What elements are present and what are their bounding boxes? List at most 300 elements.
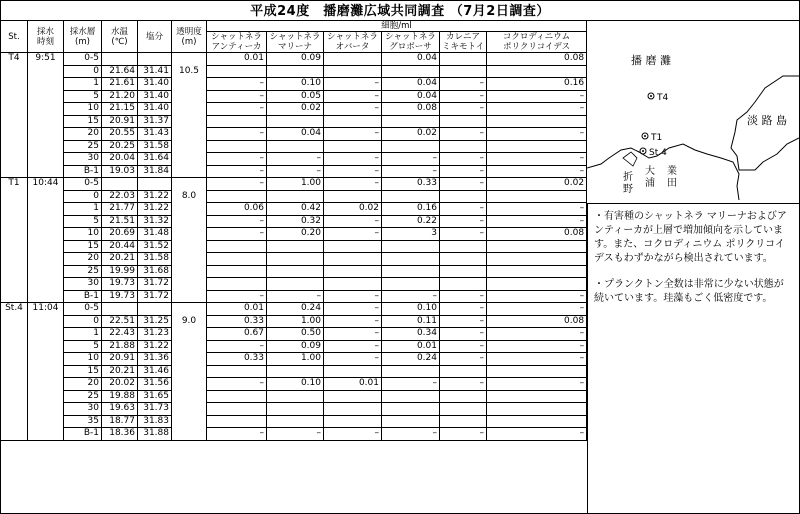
cell-count: – bbox=[324, 303, 382, 316]
depth-cell: 10 bbox=[64, 228, 102, 241]
cell-count: – bbox=[440, 378, 487, 391]
depth-cell: 0 bbox=[64, 315, 102, 328]
depth-cell: 1 bbox=[64, 203, 102, 216]
transparency-cell: 8.0 bbox=[172, 178, 207, 303]
depth-cell: 20 bbox=[64, 128, 102, 141]
place-label-no: 野 bbox=[623, 184, 633, 195]
cell-count: – bbox=[440, 90, 487, 103]
cell-count bbox=[324, 265, 382, 278]
cell-count: – bbox=[324, 428, 382, 441]
table-row bbox=[1, 78, 587, 91]
table-row bbox=[1, 278, 587, 291]
cell-count: – bbox=[207, 340, 267, 353]
temp-cell: 21.88 bbox=[102, 340, 138, 353]
cell-count: 0.67 bbox=[207, 328, 267, 341]
cell-count bbox=[267, 190, 324, 203]
cell-count bbox=[382, 278, 440, 291]
depth-cell: 15 bbox=[64, 365, 102, 378]
temp-cell: 19.88 bbox=[102, 390, 138, 403]
depth-cell: 5 bbox=[64, 340, 102, 353]
depth-cell: 20 bbox=[64, 378, 102, 391]
cell-count: 0.32 bbox=[267, 215, 324, 228]
cell-count: – bbox=[207, 128, 267, 141]
cell-count: 0.02 bbox=[267, 103, 324, 116]
cell-count bbox=[382, 390, 440, 403]
cell-count: – bbox=[324, 128, 382, 141]
cell-count bbox=[382, 265, 440, 278]
cell-count: – bbox=[324, 153, 382, 166]
temp-cell bbox=[102, 303, 138, 316]
cell-count bbox=[324, 190, 382, 203]
cell-count: – bbox=[487, 215, 587, 228]
temp-cell: 20.21 bbox=[102, 253, 138, 266]
cell-count: – bbox=[267, 153, 324, 166]
salinity-cell: 31.23 bbox=[138, 328, 172, 341]
table-row bbox=[1, 203, 587, 216]
header-time: 採水 時刻 bbox=[28, 21, 64, 53]
cell-count bbox=[382, 140, 440, 153]
temp-cell: 19.03 bbox=[102, 165, 138, 178]
cell-count bbox=[324, 390, 382, 403]
cell-count: – bbox=[207, 90, 267, 103]
cell-count: – bbox=[440, 178, 487, 191]
cell-count bbox=[267, 253, 324, 266]
table-row bbox=[1, 240, 587, 253]
cell-count: – bbox=[382, 428, 440, 441]
cell-count: 0.22 bbox=[382, 215, 440, 228]
cell-count: – bbox=[267, 428, 324, 441]
cell-count bbox=[440, 403, 487, 416]
cell-count: 0.04 bbox=[267, 128, 324, 141]
table-row bbox=[1, 428, 587, 441]
cell-count: 0.02 bbox=[382, 128, 440, 141]
cell-count: – bbox=[207, 290, 267, 303]
cell-count bbox=[487, 190, 587, 203]
page-title: 平成24度 播磨灘広域共同調査 （7月2日調査） bbox=[0, 0, 800, 21]
cell-count: 1.00 bbox=[267, 353, 324, 366]
cell-count bbox=[440, 53, 487, 66]
cell-count: – bbox=[207, 103, 267, 116]
cell-count: – bbox=[440, 153, 487, 166]
cell-count: 0.01 bbox=[207, 303, 267, 316]
cell-count: – bbox=[440, 315, 487, 328]
cell-count: – bbox=[440, 428, 487, 441]
table-row bbox=[1, 65, 587, 78]
salinity-cell: 31.41 bbox=[138, 65, 172, 78]
salinity-cell: 31.56 bbox=[138, 378, 172, 391]
table-row bbox=[1, 390, 587, 403]
cell-count: – bbox=[487, 290, 587, 303]
cell-count: – bbox=[382, 378, 440, 391]
cell-count: 0.08 bbox=[487, 228, 587, 241]
temp-cell: 20.04 bbox=[102, 153, 138, 166]
cell-count: 0.42 bbox=[267, 203, 324, 216]
cell-count: – bbox=[324, 340, 382, 353]
temp-cell: 18.77 bbox=[102, 415, 138, 428]
salinity-cell bbox=[138, 53, 172, 66]
depth-cell: 25 bbox=[64, 140, 102, 153]
cell-count bbox=[487, 253, 587, 266]
commentary-box bbox=[587, 203, 799, 513]
salinity-cell: 31.72 bbox=[138, 290, 172, 303]
cell-count: 0.04 bbox=[382, 90, 440, 103]
cell-count: – bbox=[440, 303, 487, 316]
cell-count: 1.00 bbox=[267, 178, 324, 191]
table-row bbox=[1, 340, 587, 353]
cell-count bbox=[382, 65, 440, 78]
cell-count: – bbox=[487, 203, 587, 216]
depth-cell: 20 bbox=[64, 253, 102, 266]
table-row bbox=[1, 378, 587, 391]
map-sea-label: 播 磨 灘 bbox=[631, 54, 671, 67]
cell-count: – bbox=[324, 328, 382, 341]
table-row bbox=[1, 365, 587, 378]
cell-count: – bbox=[382, 290, 440, 303]
note-2: ・プランクトン全数は非常に少ない状態が続いています。珪藻もごく低密度です。 bbox=[594, 279, 784, 304]
cell-count bbox=[207, 190, 267, 203]
salinity-cell: 31.72 bbox=[138, 278, 172, 291]
cell-count: 0.06 bbox=[207, 203, 267, 216]
depth-cell: 15 bbox=[64, 115, 102, 128]
cell-count bbox=[382, 240, 440, 253]
temp-cell: 20.25 bbox=[102, 140, 138, 153]
cell-count: – bbox=[487, 328, 587, 341]
depth-cell: 0-5 bbox=[64, 303, 102, 316]
table-row bbox=[1, 53, 587, 66]
header-species: シャットネラ マリーナ bbox=[267, 32, 324, 53]
salinity-cell bbox=[138, 303, 172, 316]
depth-cell: 1 bbox=[64, 328, 102, 341]
cell-count bbox=[267, 278, 324, 291]
header-species: カレニア ミキモトイ bbox=[440, 32, 487, 53]
cell-count bbox=[207, 253, 267, 266]
header-salinity: 塩分 bbox=[138, 21, 172, 53]
note-1: ・有害種のシャットネラ マリーナおよびアンティーカが上層で増加傾向を示しています。また、コクロディニウム ポリクリコイデスもわずかながら検出されています。 bbox=[594, 211, 787, 264]
cell-count bbox=[440, 278, 487, 291]
depth-cell: 15 bbox=[64, 240, 102, 253]
sampling-time: 10:44 bbox=[28, 178, 64, 303]
cell-count: – bbox=[440, 340, 487, 353]
cell-count bbox=[382, 190, 440, 203]
cell-count bbox=[207, 403, 267, 416]
table-row bbox=[1, 328, 587, 341]
cell-count: – bbox=[440, 78, 487, 91]
transparency-cell: 10.5 bbox=[172, 53, 207, 178]
cell-count: 0.11 bbox=[382, 315, 440, 328]
cell-count: 3 bbox=[382, 228, 440, 241]
depth-cell: 25 bbox=[64, 265, 102, 278]
cell-count bbox=[440, 65, 487, 78]
salinity-cell: 31.58 bbox=[138, 253, 172, 266]
temp-cell: 19.73 bbox=[102, 290, 138, 303]
cell-count: 0.01 bbox=[207, 53, 267, 66]
cell-count: – bbox=[207, 78, 267, 91]
depth-cell: 5 bbox=[64, 215, 102, 228]
salinity-cell: 31.84 bbox=[138, 165, 172, 178]
place-label-ura: 浦 bbox=[645, 178, 655, 189]
cell-count bbox=[267, 390, 324, 403]
cell-count: 0.16 bbox=[487, 78, 587, 91]
cell-count: – bbox=[487, 428, 587, 441]
header-species: シャットネラ アンティーカ bbox=[207, 32, 267, 53]
cell-count: – bbox=[440, 103, 487, 116]
table-row bbox=[1, 90, 587, 103]
temp-cell: 20.44 bbox=[102, 240, 138, 253]
cell-count: 0.01 bbox=[382, 340, 440, 353]
salinity-cell: 31.40 bbox=[138, 90, 172, 103]
cell-count bbox=[324, 278, 382, 291]
temp-cell: 20.21 bbox=[102, 365, 138, 378]
table-row bbox=[1, 103, 587, 116]
salinity-cell: 31.37 bbox=[138, 115, 172, 128]
depth-cell: 30 bbox=[64, 153, 102, 166]
cell-count: – bbox=[207, 165, 267, 178]
cell-count: – bbox=[267, 290, 324, 303]
cell-count: – bbox=[324, 215, 382, 228]
cell-count bbox=[487, 115, 587, 128]
temp-cell: 21.15 bbox=[102, 103, 138, 116]
depth-cell: 5 bbox=[64, 90, 102, 103]
cell-count: – bbox=[487, 353, 587, 366]
depth-cell: 10 bbox=[64, 353, 102, 366]
cell-count: – bbox=[440, 203, 487, 216]
cell-count bbox=[267, 365, 324, 378]
temp-cell: 20.91 bbox=[102, 353, 138, 366]
cell-count: 0.10 bbox=[267, 378, 324, 391]
salinity-cell: 31.43 bbox=[138, 128, 172, 141]
cell-count bbox=[440, 140, 487, 153]
salinity-cell: 31.40 bbox=[138, 78, 172, 91]
depth-cell: 1 bbox=[64, 78, 102, 91]
table-row bbox=[1, 178, 587, 191]
table-row bbox=[1, 303, 587, 316]
cell-count: 0.50 bbox=[267, 328, 324, 341]
cell-count: – bbox=[440, 328, 487, 341]
depth-cell: 30 bbox=[64, 403, 102, 416]
cell-count bbox=[440, 265, 487, 278]
temp-cell: 22.43 bbox=[102, 328, 138, 341]
cell-count: – bbox=[324, 228, 382, 241]
station-name: St.4 bbox=[1, 303, 28, 441]
place-label-den: 田 bbox=[667, 178, 677, 189]
depth-cell: 0 bbox=[64, 65, 102, 78]
cell-count: 0.01 bbox=[324, 378, 382, 391]
salinity-cell: 31.58 bbox=[138, 140, 172, 153]
table-row bbox=[1, 265, 587, 278]
cell-count bbox=[207, 390, 267, 403]
cell-count bbox=[324, 53, 382, 66]
map-island-label: 淡 路 島 bbox=[747, 114, 787, 127]
cell-count bbox=[324, 140, 382, 153]
temp-cell: 22.51 bbox=[102, 315, 138, 328]
table-row bbox=[1, 353, 587, 366]
cell-count bbox=[207, 265, 267, 278]
cell-count: 0.24 bbox=[267, 303, 324, 316]
cell-count: – bbox=[487, 90, 587, 103]
cell-count bbox=[267, 403, 324, 416]
cell-count bbox=[440, 365, 487, 378]
header-species: シャットネラ オバータ bbox=[324, 32, 382, 53]
cell-count: – bbox=[487, 153, 587, 166]
sampling-time: 9:51 bbox=[28, 53, 64, 178]
depth-cell: 35 bbox=[64, 415, 102, 428]
salinity-cell: 31.68 bbox=[138, 265, 172, 278]
cell-count bbox=[324, 65, 382, 78]
cell-count: – bbox=[207, 378, 267, 391]
cell-count bbox=[324, 403, 382, 416]
cell-count bbox=[267, 415, 324, 428]
cell-count: – bbox=[207, 428, 267, 441]
cell-count: 0.10 bbox=[382, 303, 440, 316]
temp-cell: 21.20 bbox=[102, 90, 138, 103]
cell-count: – bbox=[487, 303, 587, 316]
temp-cell: 19.63 bbox=[102, 403, 138, 416]
header-temp: 水温 (℃) bbox=[102, 21, 138, 53]
temp-cell: 20.69 bbox=[102, 228, 138, 241]
depth-cell: 25 bbox=[64, 390, 102, 403]
survey-table bbox=[0, 20, 587, 441]
table-row bbox=[1, 128, 587, 141]
salinity-cell: 31.64 bbox=[138, 153, 172, 166]
depth-cell: B-1 bbox=[64, 290, 102, 303]
salinity-cell: 31.22 bbox=[138, 340, 172, 353]
cell-count: 0.02 bbox=[324, 203, 382, 216]
cell-count: – bbox=[324, 178, 382, 191]
salinity-cell: 31.36 bbox=[138, 353, 172, 366]
cell-count bbox=[382, 403, 440, 416]
cell-count: – bbox=[382, 153, 440, 166]
svg-text:T1: T1 bbox=[651, 133, 663, 143]
cell-count: 0.04 bbox=[382, 53, 440, 66]
salinity-cell: 31.52 bbox=[138, 240, 172, 253]
table-row bbox=[1, 153, 587, 166]
temp-cell: 20.55 bbox=[102, 128, 138, 141]
cell-count: – bbox=[487, 378, 587, 391]
cell-count: 0.33 bbox=[207, 315, 267, 328]
depth-cell: B-1 bbox=[64, 165, 102, 178]
svg-text:St.4: St.4 bbox=[649, 148, 667, 158]
temp-cell: 21.64 bbox=[102, 65, 138, 78]
cell-count: 0.33 bbox=[382, 178, 440, 191]
cell-count bbox=[487, 140, 587, 153]
place-label-gyou: 業 bbox=[667, 166, 677, 177]
cell-count bbox=[207, 140, 267, 153]
header-depth: 採水層 (m) bbox=[64, 21, 102, 53]
station-name: T4 bbox=[1, 53, 28, 178]
cell-count bbox=[440, 115, 487, 128]
temp-cell: 22.03 bbox=[102, 190, 138, 203]
cell-count bbox=[487, 415, 587, 428]
cell-count bbox=[440, 240, 487, 253]
cell-count bbox=[382, 253, 440, 266]
cell-count bbox=[440, 390, 487, 403]
cell-count: 0.24 bbox=[382, 353, 440, 366]
cell-count: – bbox=[487, 340, 587, 353]
cell-count bbox=[207, 240, 267, 253]
cell-count: 0.09 bbox=[267, 340, 324, 353]
cell-count: – bbox=[324, 353, 382, 366]
table-row bbox=[1, 253, 587, 266]
depth-cell: 0-5 bbox=[64, 178, 102, 191]
table-row bbox=[1, 315, 587, 328]
salinity-cell bbox=[138, 178, 172, 191]
cell-count: 0.20 bbox=[267, 228, 324, 241]
depth-cell: 10 bbox=[64, 103, 102, 116]
cell-count: – bbox=[487, 103, 587, 116]
cell-count: – bbox=[440, 290, 487, 303]
cell-count: 0.16 bbox=[382, 203, 440, 216]
cell-count bbox=[487, 265, 587, 278]
temp-cell: 20.02 bbox=[102, 378, 138, 391]
salinity-cell: 31.48 bbox=[138, 228, 172, 241]
salinity-cell: 31.32 bbox=[138, 215, 172, 228]
cell-count bbox=[382, 365, 440, 378]
temp-cell: 21.51 bbox=[102, 215, 138, 228]
cell-count: – bbox=[207, 153, 267, 166]
cell-count bbox=[487, 390, 587, 403]
salinity-cell: 31.83 bbox=[138, 415, 172, 428]
table-row bbox=[1, 228, 587, 241]
salinity-cell: 31.22 bbox=[138, 190, 172, 203]
cell-count: – bbox=[267, 165, 324, 178]
cell-count bbox=[207, 278, 267, 291]
table-row bbox=[1, 165, 587, 178]
place-label-ori: 折 bbox=[623, 172, 633, 183]
cell-count bbox=[324, 240, 382, 253]
table-row bbox=[1, 115, 587, 128]
place-label-oo: 大 bbox=[645, 166, 655, 177]
table-row bbox=[1, 215, 587, 228]
svg-text:T4: T4 bbox=[657, 93, 669, 103]
cell-count: 0.02 bbox=[487, 178, 587, 191]
table-row bbox=[1, 403, 587, 416]
salinity-cell: 31.65 bbox=[138, 390, 172, 403]
header-row-1 bbox=[1, 21, 587, 32]
temp-cell: 21.77 bbox=[102, 203, 138, 216]
cell-count: 0.05 bbox=[267, 90, 324, 103]
cell-count: – bbox=[324, 165, 382, 178]
cell-count bbox=[487, 403, 587, 416]
cell-count: – bbox=[382, 165, 440, 178]
salinity-cell: 31.40 bbox=[138, 103, 172, 116]
cell-count: – bbox=[440, 128, 487, 141]
temp-cell: 19.99 bbox=[102, 265, 138, 278]
temp-cell: 21.61 bbox=[102, 78, 138, 91]
temp-cell: 20.91 bbox=[102, 115, 138, 128]
cell-count bbox=[440, 253, 487, 266]
cell-count bbox=[487, 65, 587, 78]
cell-count: 0.34 bbox=[382, 328, 440, 341]
depth-cell: 0 bbox=[64, 190, 102, 203]
cell-count: – bbox=[324, 90, 382, 103]
cell-count: 1.00 bbox=[267, 315, 324, 328]
header-transparency: 透明度 (m) bbox=[172, 21, 207, 53]
cell-count bbox=[267, 265, 324, 278]
cell-count: 0.09 bbox=[267, 53, 324, 66]
cell-count: – bbox=[440, 353, 487, 366]
cell-count bbox=[324, 415, 382, 428]
table-row bbox=[1, 140, 587, 153]
transparency-cell: 9.0 bbox=[172, 303, 207, 441]
cell-count bbox=[267, 115, 324, 128]
cell-count: 0.10 bbox=[267, 78, 324, 91]
cell-count bbox=[207, 65, 267, 78]
cell-count bbox=[440, 190, 487, 203]
cell-count: – bbox=[324, 103, 382, 116]
salinity-cell: 31.46 bbox=[138, 365, 172, 378]
cell-count bbox=[267, 240, 324, 253]
cell-count bbox=[324, 253, 382, 266]
